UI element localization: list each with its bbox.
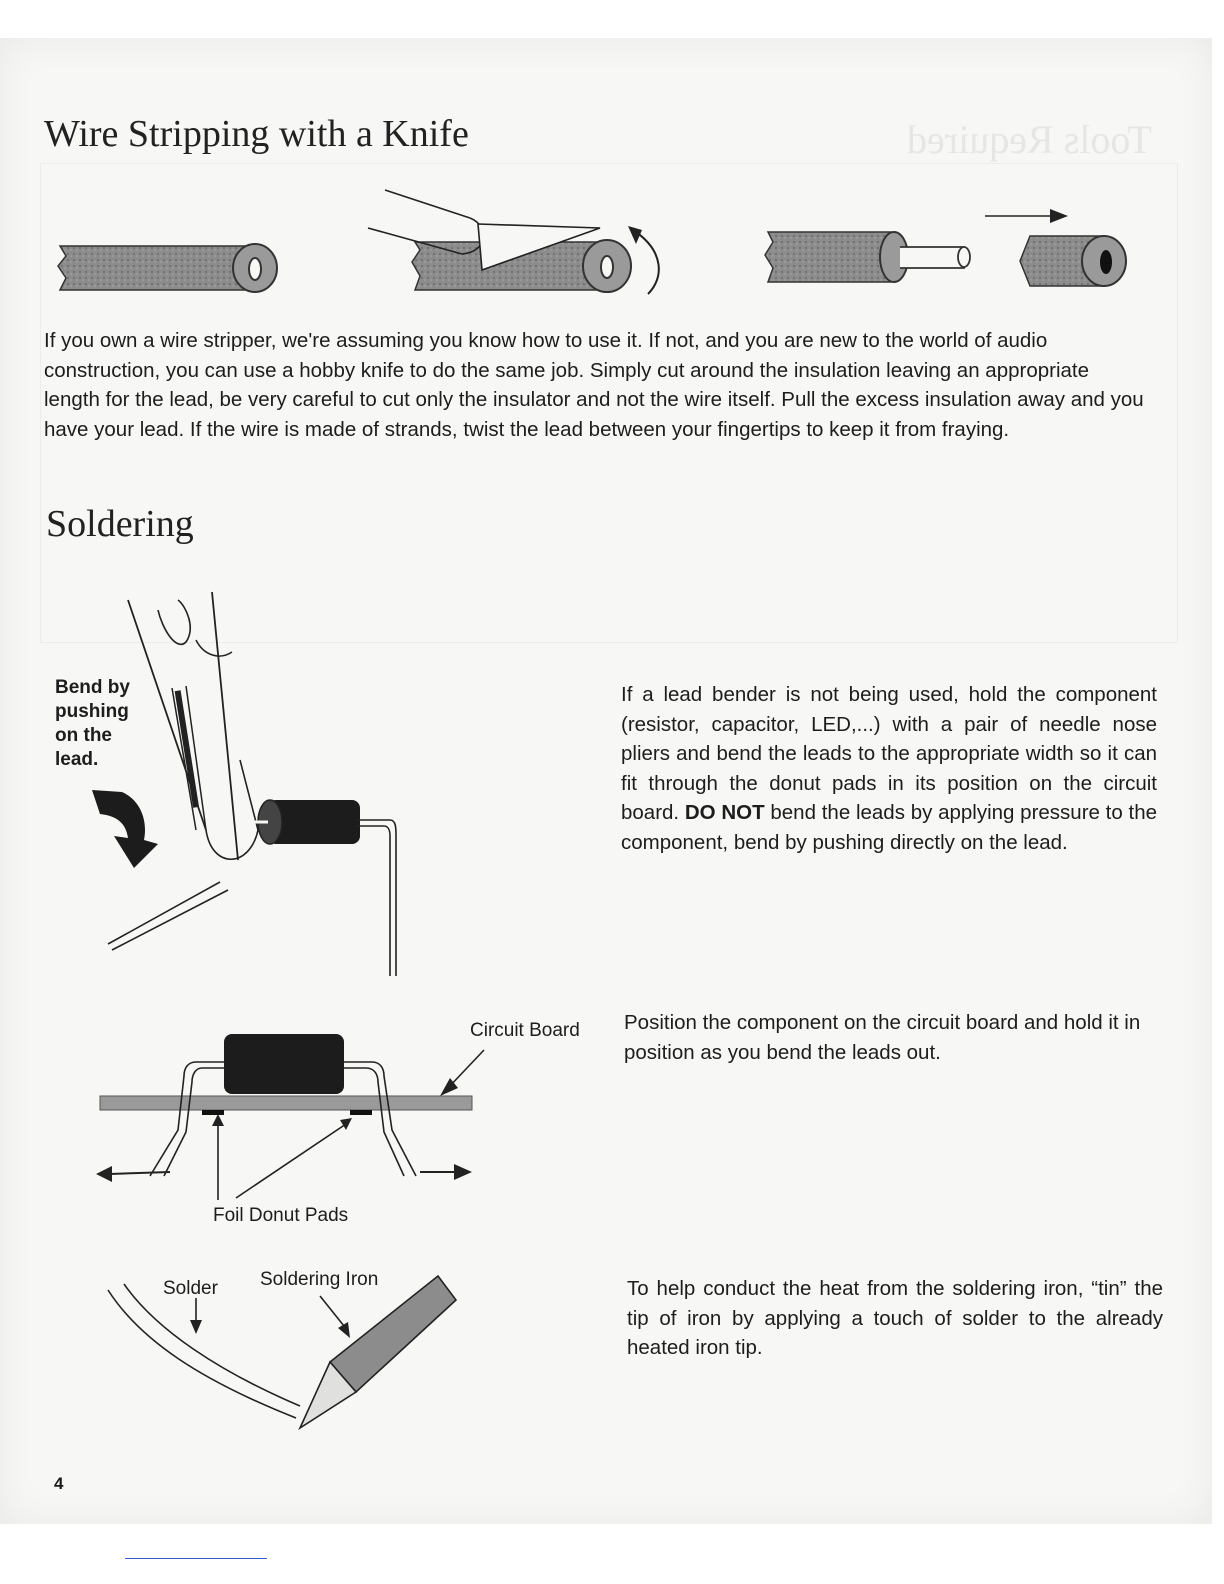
do-not-warning: DO NOT	[684, 801, 765, 824]
solder-label: Solder	[163, 1278, 218, 1299]
bleed-through-text: Tools Required	[907, 117, 1152, 162]
soldering-iron-label: Soldering Iron	[260, 1269, 379, 1290]
foil-donut-pads-label: Foil Donut Pads	[213, 1205, 349, 1226]
circuit-board-label: Circuit Board	[470, 1020, 580, 1041]
heading-wire-stripping: Wire Stripping with a Knife	[44, 113, 469, 155]
stripped-wire-icon	[765, 232, 970, 282]
tinning-paragraph: To help conduct the heat from the soldering iron, “tin” the tip of iron by applying a touch of solder to the already heated iron tip.	[627, 1277, 1163, 1359]
wire-stripping-paragraph: If you own a wire stripper, we're assuming you know how to use it. If not, and you are new to the world of audio construction, you can use a hobby knife to do the same job. Simply cut around the insulation leaving an appropriate length for the lead, be very careful to cut only the insulator and not the wire itself. Pull the excess insulation away and you have your lead. If the wire is made of strands, twist the lead between your fingertips to keep it from fraying.	[44, 329, 1144, 441]
positioning-paragraph: Position the component on the circuit board and hold it in position as you bend the leads out.	[624, 1011, 1141, 1064]
page-number: 4	[54, 1474, 64, 1493]
bend-by-pushing-label: Bend by pushing on the lead.	[55, 677, 130, 770]
lead-bending-paragraph	[621, 680, 1157, 857]
lead-bending-text-a: If a lead bender is not being used, hold the component (resistor, capacitor, LED,...) with a pair of needle nose pliers and bend the leads to the appropriate width so it can fit through the donut pads in its position on the circuit board.	[621, 683, 1157, 824]
removed-insulation-icon	[985, 209, 1126, 286]
lead-bending-text-b: bend the leads by applying pressure to the component, bend by pushing directly on the lead.	[621, 801, 1158, 854]
heading-soldering: Soldering	[46, 503, 194, 545]
link-underline	[125, 1558, 267, 1559]
soldering-iron-illustration	[0, 0, 480, 200]
